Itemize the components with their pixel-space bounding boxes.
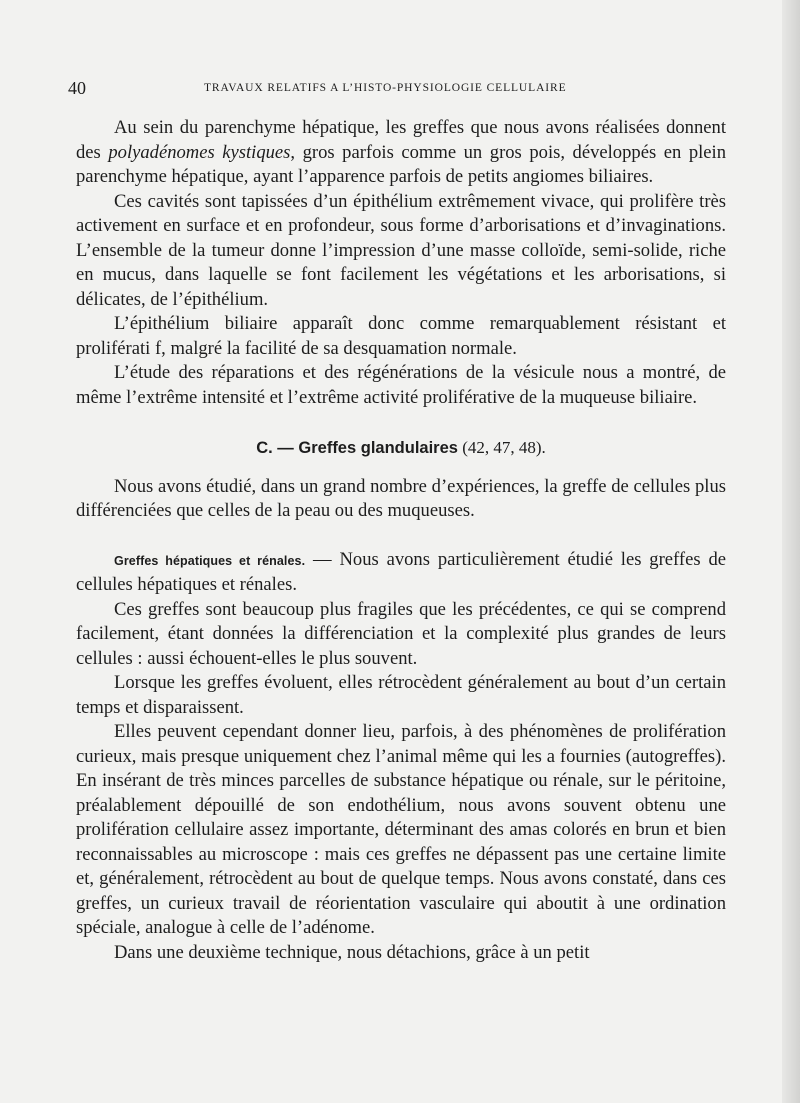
paragraph-polyadenomes (76, 116, 726, 190)
paragraph-epithelium: Ces cavités sont tapissées d’un épithélium extrêmement vivace, qui prolifère très activement en surface et en profondeur, sous forme d’arborisations et d’invaginations. L’ensemble de la tumeur donne l’impression d’une masse colloïde, semi-solide, riche en mucus, dans laquelle se font facilement les végétations et les arborisations, si délicates, de l’épithélium. (76, 190, 726, 310)
section-heading-label: C. — Greffes glandulaires (256, 439, 458, 457)
runin-heading: Greffes hépatiques et rénales. (114, 553, 306, 568)
section-heading (76, 436, 726, 461)
italic-term: polyadénomes kystiques (108, 141, 291, 163)
paragraph-regression: Lorsque les greffes évoluent, elles rétrocèdent généralement au bout d’un certain temps et disparaissent. (76, 672, 726, 718)
paragraph-vesicle: L’étude des réparations et des régénérations de la vésicule nous a montré, de même l’extrême intensité et l’extrême activité proliférative de la muqueuse biliaire. (76, 362, 726, 408)
paragraph-glandular-intro: Nous avons étudié, dans un grand nombre d’expériences, la greffe de cellules plus différenciées que celles de la peau ou des muqueuses. (76, 475, 726, 521)
paragraph-second-technique: Dans une deuxième technique, nous détachions, grâce à un petit (114, 941, 590, 963)
body-text (76, 116, 726, 965)
section-heading-refs: (42, 47, 48). (457, 438, 546, 457)
paragraph-text: , gros parfois comme un gros pois, développés en plein parenchyme hépatique, ayant l’apparence parfois de petits angiomes biliaires. (76, 141, 726, 187)
page-number: 40 (68, 78, 86, 98)
paragraph-text: — Nous avons particulièrement étudié les greffes de cellules hépatiques et rénales. (76, 548, 726, 595)
paragraph-proliferation: Elles peuvent cependant donner lieu, parfois, à des phénomènes de prolifération curieux, mais presque uniquement chez l’animal même qui les a fournies (autogreffes). En insérant de très minces parcelles de substance hépatique ou rénale, sur le péritoine, préalablement dépouillé de son endothélium, nous avons souvent obtenu une prolifération cellulaire assez importante, déterminant des amas colorés en brun et bien reconnaissables au microscope : mais ces greffes ne dépassent pas une certaine limite et, généralement, rétrocèdent au bout de quelque temps. Nous avons constaté, dans ces greffes, un curieux travail de réorientation vasculaire qui aboutit à une ordination spéciale, analogue à celle de l’adénome. (76, 721, 726, 938)
spacer (76, 524, 726, 548)
paragraph-hepatic-renal (76, 548, 726, 598)
page-edge (782, 0, 800, 1103)
paragraph-biliary-epithelium: L’épithélium biliaire apparaît donc comme remarquablement résistant et proliférati f, malgré la facilité de sa desquamation normale. (76, 313, 726, 359)
paragraph-fragile: Ces greffes sont beaucoup plus fragiles que les précédentes, ce qui se comprend facilement, étant données la différenciation et la complexité plus grandes de leurs cellules : aussi échouent-elles le plus souvent. (76, 598, 726, 669)
paragraph-text: Au sein du parenchyme hépatique, les greffes que nous avons réalisées donnent des (76, 117, 726, 163)
running-title: TRAVAUX RELATIFS A L’HISTO-PHYSIOLOGIE CELLULAIRE (204, 82, 567, 94)
running-head (68, 78, 728, 102)
